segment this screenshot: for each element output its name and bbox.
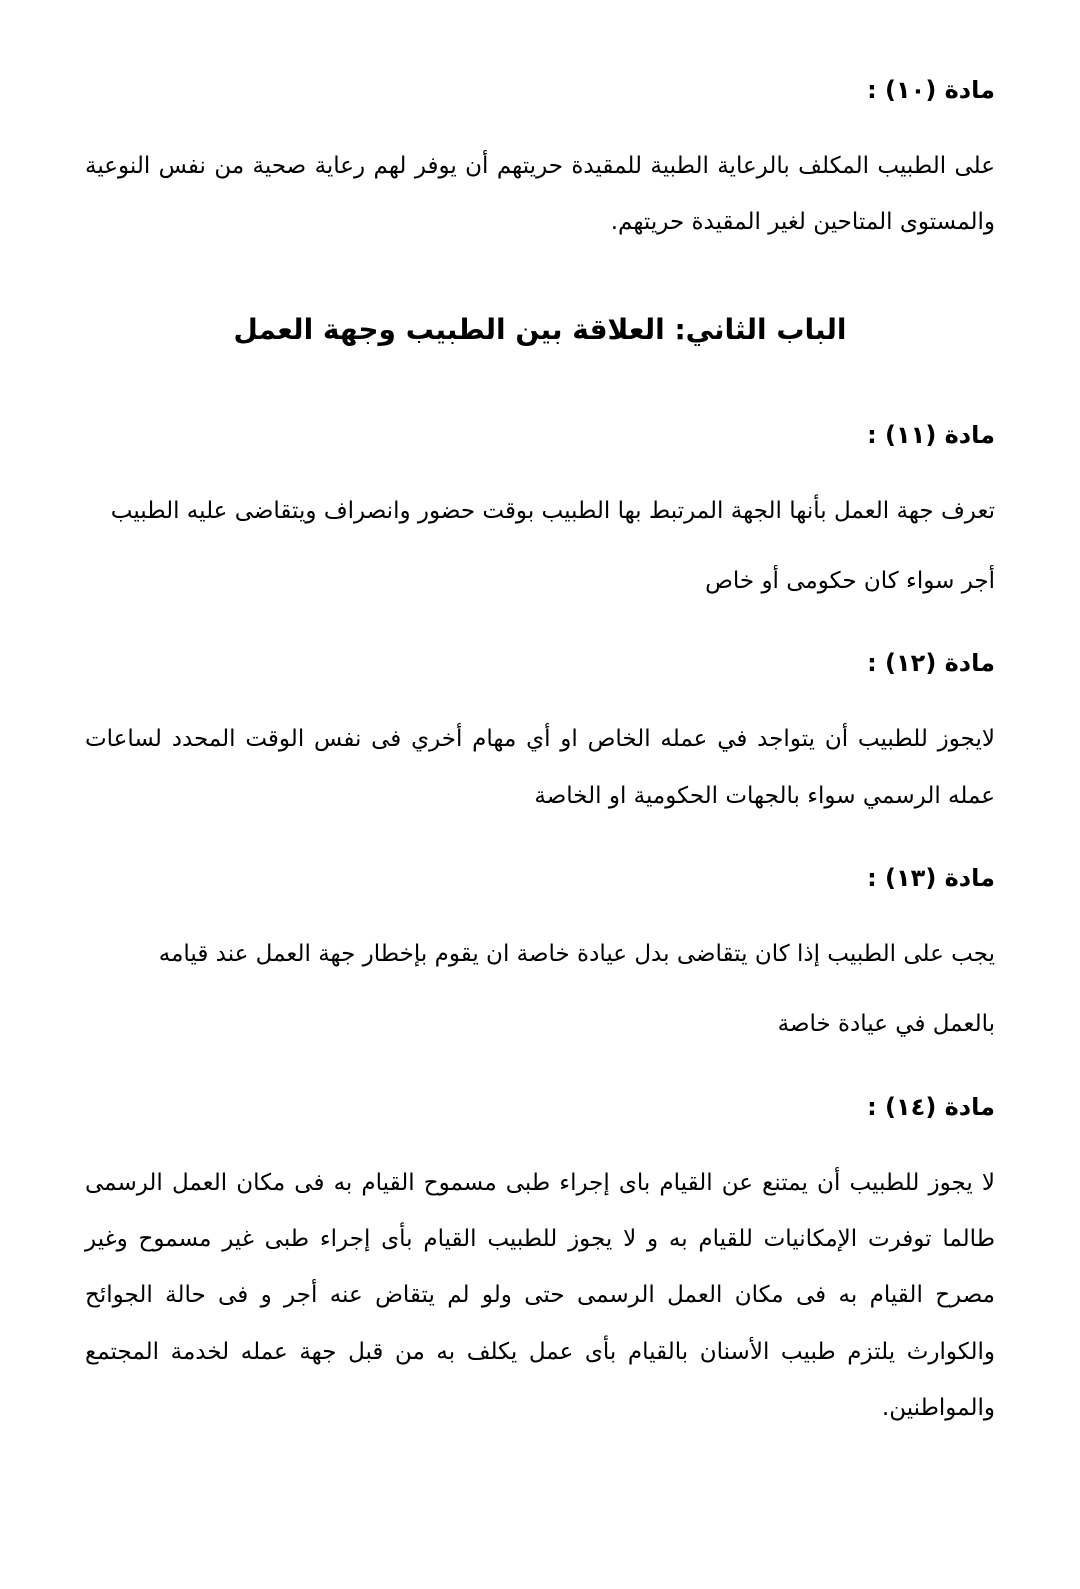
article-13-heading: مادة (١٣) :	[867, 864, 995, 893]
article-12-paragraph: لايجوز للطبيب أن يتواجد في عمله الخاص او أي مهام أخري فى نفس الوقت المحدد لساعات عمله الرسمي سواء بالجهات الحكومية او الخاصة	[85, 726, 995, 809]
article-12	[85, 645, 995, 824]
article-11	[85, 417, 995, 610]
article-11-paragraph-1: تعرف جهة العمل بأنها الجهة المرتبط بها الطبيب بوقت حضور وانصراف ويتقاضى عليه الطبيب	[110, 497, 995, 524]
article-11-heading: مادة (١١) :	[867, 420, 995, 449]
article-11-paragraph-2: أجر سواء كان حكومى أو خاص	[705, 568, 995, 595]
article-13-paragraph-2: بالعمل في عيادة خاصة	[777, 1011, 995, 1038]
article-12-heading: مادة (١٢) :	[867, 649, 995, 678]
article-14-heading: مادة (١٤) :	[867, 1092, 995, 1121]
article-13-paragraph-1: يجب على الطبيب إذا كان يتقاضى بدل عيادة خاصة ان يقوم بإخطار جهة العمل عند قيامه	[158, 941, 995, 968]
article-10-paragraph: على الطبيب المكلف بالرعاية الطبية للمقيدة حريتهم أن يوفر لهم رعاية صحية من نفس النوعية والمستوى المتاحين لغير المقيدة حريتهم.	[85, 153, 995, 236]
article-10-heading: مادة (١٠) :	[867, 76, 995, 104]
article-13	[85, 860, 995, 1053]
article-10	[85, 72, 995, 251]
chapter-heading: الباب الثاني: العلاقة بين الطبيب وجهة العمل	[233, 312, 847, 346]
article-14-paragraph: لا يجوز للطبيب أن يمتنع عن القيام باى إجراء طبى مسموح القيام به فى مكان العمل الرسمى طالما توفرت الإمكانيات للقيام به و لا يجوز للطبيب القيام بأى إجراء طبى غير مسموح وغير مصرح القيام به فى مكان العمل الرسمى حتى ولو لم يتقاض عنه أجر و فى حالة الجوائح والكوارث يلتزم طبيب الأسنان بالقيام بأى عمل يكلف به من قبل جهة عمله لخدمة المجتمع والمواطنين.	[85, 1169, 995, 1422]
article-14	[85, 1089, 995, 1437]
